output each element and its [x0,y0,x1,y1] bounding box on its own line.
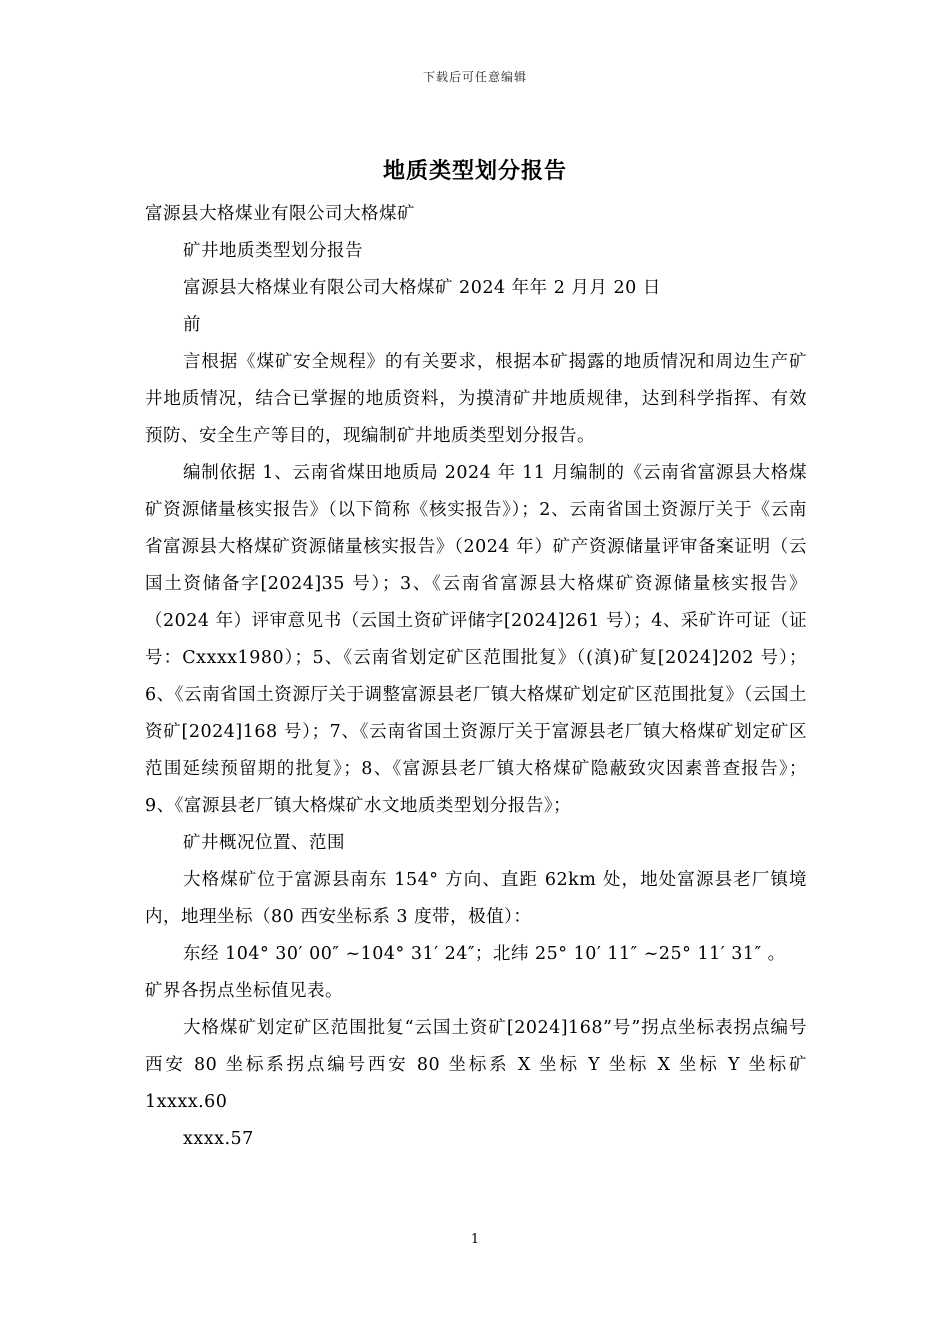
date-line: 富源县大格煤业有限公司大格煤矿 2024 年年 2 月月 20 日 [183,278,661,298]
section-heading-location: 矿井概况位置、范围 [183,833,345,853]
location-paragraph: 大格煤矿位于富源县南东 154° 方向、直距 62km 处，地处富源县老厂镇境内，地理坐标（80 西安坐标系 3 度带，极值）： [145,870,807,927]
boundary-note-line: 矿界各拐点坐标值见表。 [145,981,343,1001]
coordinates-line: 东经 104° 30′ 00″ ~104° 31′ 24″；北纬 25° 10′ 11″ ~25° 11′ 31″ 。 [183,944,786,964]
report-subtitle-line: 矿井地质类型划分报告 [183,241,363,261]
basis-paragraph: 编制依据 1、云南省煤田地质局 2024 年 11 月编制的《云南省富源县大格煤矿资源储量核实报告》（以下简称《核实报告》）；2、云南省国土资源厅关于《云南省富源县大格煤矿资源储量核实报告》（2024 年）矿产资源储量评审备案证明（云国土资储备字[2024]35 号）；3、《云南省富源县大格煤矿资源储量核实报告》（2024 年）评审意见书（云国土资矿评储字[2024]261 号）；4、采矿许可证（证号：Cxxxx1980）；5、《云南省划定矿区范围批复》（(滇)矿复[2024]202 号）；6、《云南省国土资源厅关于调整富源县老厂镇大格煤矿划定矿区范围批复》（云国土资矿[2024]168 号）；7、《云南省国土资源厅关于富源县老厂镇大格煤矿划定矿区范围延续预留期的批复》；8、《富源县老厂镇大格煤矿隐蔽致灾因素普查报告》；9、《富源县老厂镇大格煤矿水文地质类型划分报告》； [145,463,807,816]
document-title: 地质类型划分报告 [382,159,567,184]
coordinate-value-line: xxxx.57 [183,1129,254,1149]
preface-paragraph: 言根据《煤矿安全规程》的有关要求，根据本矿揭露的地质情况和周边生产矿井地质情况，结合已掌握的地质资料，为摸清矿井地质规律，达到科学指挥、有效预防、安全生产等目的，现编制矿井地质类型划分报告。 [145,352,807,446]
document-body [145,196,807,1158]
page-number: 1 [470,1232,480,1247]
preface-heading: 前 [183,315,201,335]
page-header-note: 下载后可任意编辑 [422,70,527,84]
company-name-line: 富源县大格煤业有限公司大格煤矿 [145,204,415,224]
coordinate-table-paragraph: 大格煤矿划定矿区范围批复“云国土资矿[2024]168”号”拐点坐标表拐点编号西安 80 坐标系拐点编号西安 80 坐标系 X 坐标 Y 坐标 X 坐标 Y 坐标矿 1xxxx.60 [145,1018,807,1112]
